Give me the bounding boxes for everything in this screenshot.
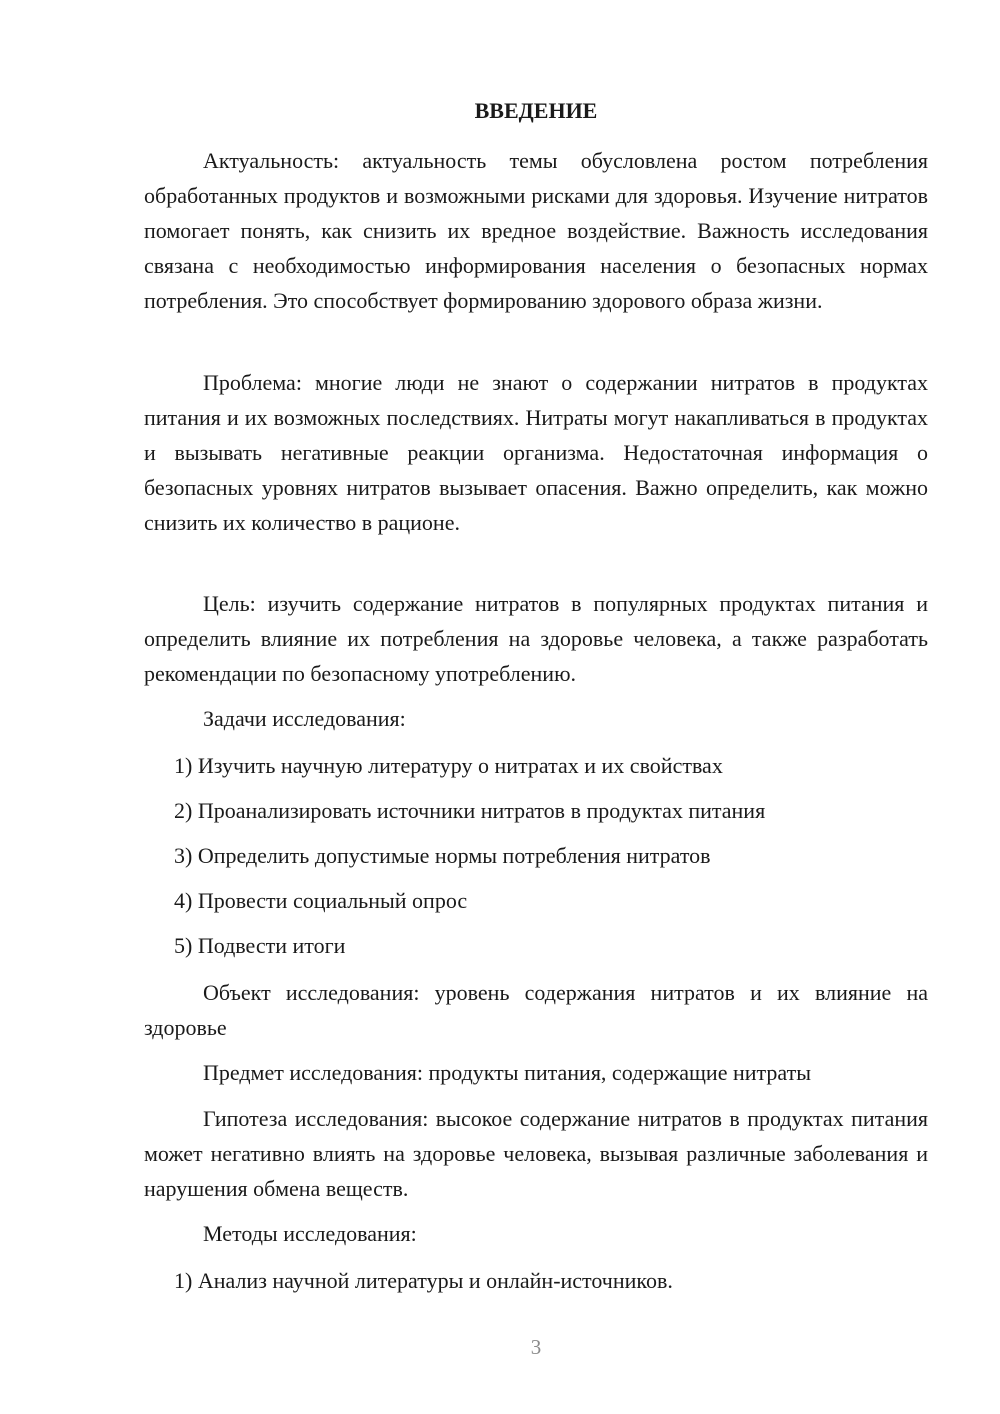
method-item-1: 1) Анализ научной литературы и онлайн-источников.: [174, 1268, 673, 1293]
tasks-heading: Задачи исследования:: [203, 706, 406, 731]
task-item-3: 3) Определить допустимые нормы потребления нитратов: [174, 843, 711, 868]
task-item-2: 2) Проанализировать источники нитратов в продуктах питания: [174, 798, 766, 823]
paragraph-goal: Цель: изучить содержание нитратов в популярных продуктах питания и определить влияние их потребления на здоровье человека, а также разработать рекомендации по безопасному употреблению.: [144, 591, 928, 686]
paragraph-relevance: Актуальность: актуальность темы обусловлена ростом потребления обработанных продуктов и возможными рисками для здоровья. Изучение нитратов помогает понять, как снизить их вредное воздействие. Важность исследования связана с необходимостью информирования населения о безопасных нормах потребления. Это способствует формированию здорового образа жизни.: [144, 148, 928, 313]
task-item-1: 1) Изучить научную литературу о нитратах и их свойствах: [174, 753, 723, 778]
page-number: 3: [530, 1335, 542, 1359]
page-title: ВВЕДЕНИЕ: [474, 98, 598, 123]
paragraph-hypothesis: Гипотеза исследования: высокое содержание нитратов в продуктах питания может негативно влиять на здоровье человека, вызывая различные заболевания и нарушения обмена веществ.: [144, 1106, 928, 1201]
task-item-5: 5) Подвести итоги: [174, 933, 346, 958]
paragraph-subject: Предмет исследования: продукты питания, содержащие нитраты: [203, 1060, 811, 1085]
methods-heading: Методы исследования:: [203, 1221, 417, 1246]
task-item-4: 4) Провести социальный опрос: [174, 888, 468, 913]
paragraph-problem: Проблема: многие люди не знают о содержании нитратов в продуктах питания и их возможных последствиях. Нитраты могут накапливаться в продуктах и вызывать негативные реакции организма. Недостаточная информация о безопасных уровнях нитратов вызывает опасения. Важно определить, как можно снизить их количество в рационе.: [144, 370, 928, 535]
paragraph-object: Объект исследования: уровень содержания нитратов и их влияние на здоровье: [144, 980, 928, 1040]
